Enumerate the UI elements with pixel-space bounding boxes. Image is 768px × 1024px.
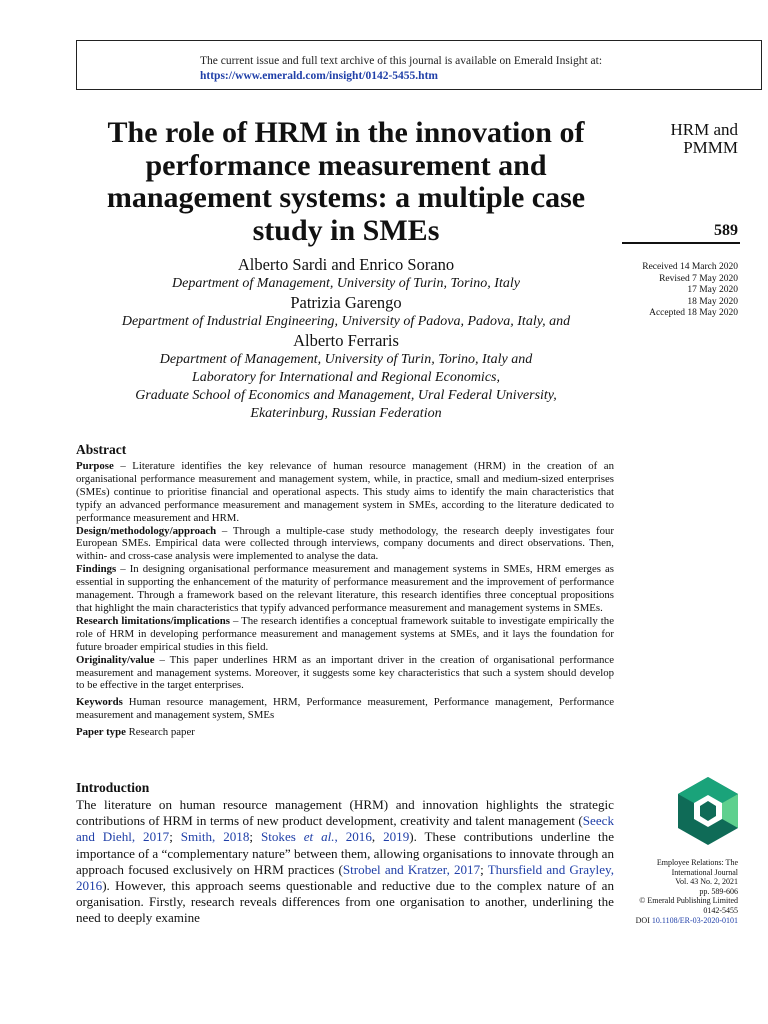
citation-link[interactable]: Strobel and Kratzer, 2017 [342,861,481,877]
emerald-logo-icon [676,775,740,847]
banner-text: The current issue and full text archive of this journal is available on Emerald Insight at: [200,55,603,67]
page-number: 589 [714,222,738,239]
author-names: Alberto Ferraris [293,331,399,350]
citation-link[interactable]: 2019 [383,829,410,845]
abstract-findings: Findings – In designing organisational performance measurement and management systems in SMEs, HRM emerges as essential in supporting the enhancement of the maturity of performance measurement and the improvement of performance management. Through a framework based on the relevant literature, this research identifies three conceptual propositions that highlight the main characteristics that typify advanced performance measurement and management systems in SMEs. [76,563,614,614]
author-names: Patrizia Garengo [290,293,402,312]
author-affiliation: Department of Industrial Engineering, University of Padova, Padova, Italy, and [121,314,571,329]
paper-type: Paper type Research paper [76,726,195,739]
doi-link[interactable]: 10.1108/ER-03-2020-0101 [651,915,738,925]
abstract-heading: Abstract [76,442,127,457]
doi-line: DOI 10.1108/ER-03-2020-0101 [635,915,738,925]
keywords: Keywords Human resource management, HRM, Performance measurement, Performance management, Performance measurement and management system, SMEs [76,696,614,722]
received-dates: Received 14 March 2020 Revised 7 May 2020 17 May 2020 18 May 2020 Accepted 18 May 2020 [642,262,738,318]
author-names: Alberto Sardi and Enrico Sorano [237,255,455,274]
article-title: The role of HRM in the innovation of performance measurement and management systems: a multiple case study in SMEs [106,116,586,247]
author-affiliation: Department of Management, University of Turin, Torino, Italy [172,276,520,291]
journal-citation-info: Employee Relations: The International Journal Vol. 43 No. 2, 2021 pp. 589-606 © Emerald Publishing Limited 0142-5455 DOI 10.1108/ER-03-2020-0101 [610,858,738,925]
running-title: HRM and PMMM [670,120,738,157]
abstract-design: Design/methodology/approach – Through a multiple-case study methodology, the research deeply investigates four European SMEs. Empirical data were collected through interviews, company documents and direct observations. Then, within- and cross-case analysis were implemented to analyse the data. [76,524,614,563]
abstract-purpose: Purpose – Literature identifies the key relevance of human resource management (HRM) in the creation of an organisational performance measurement and management system, while, in practice, small and medium-sized enterprises (SMEs) continue to prioritise financial and operational aspects. This study aims to identify the main characteristics that typify an advanced performance measurement and management system in SMEs, according to the literature dedicated to performance measurement and HRM. [76,460,614,524]
journal-url-link[interactable]: https://www.emerald.com/insight/0142-5455.htm [200,70,438,82]
author-block [76,255,616,423]
introduction-heading: Introduction [76,780,150,795]
side-divider [622,242,740,244]
citation-link[interactable]: Stokes et al., 2016 [260,829,372,845]
author-affiliation: Department of Management, University of Turin, Torino, Italy and Laboratory for International and Regional Economics, Graduate School of Economics and Management, Ural Federal University, Ekaterinburg, Russian Federation [135,352,557,421]
abstract-limitations: Research limitations/implications – The research identifies a conceptual framework suitable to investigate empirically the role of HRM in developing performance measurement and management systems at SMEs, and it lays the foundation for future broader empirical studies in this field. [76,614,615,653]
abstract-originality: Originality/value – This paper underlines HRM as an important driver in the creation of organisational performance measurement and management systems. Moreover, it suggests some key characteristics that such a system should develop to be effective in the target enterprises. [76,653,614,692]
abstract-body [76,460,614,739]
citation-link[interactable]: Smith, 2018 [180,829,250,845]
introduction-paragraph: The literature on human resource management (HRM) and innovation highlights the strategic contributions of HRM in terms of new product development, creativity and talent management (Seeck and Diehl, 2017; Smith, 2018; Stokes et al., 2016, 2019). These contributions underline the importance of a “complementary nature” between them, allowing organisations to innovate through an approach focused exclusively on HRM practices (Strobel and Kratzer, 2017; Thursfield and Grayley, 2016). However, this approach seems questionable and reductive due to the complex nature of an organisation. Firstly, research reveals differences from one organisation to another, underlining the need to deeply examine [76,797,615,926]
journal-archive-banner [76,40,762,90]
citation-link[interactable]: Seeck and Diehl, 2017 [76,813,614,845]
citation-link[interactable]: Thursfield and Grayley, 2016 [76,861,614,894]
